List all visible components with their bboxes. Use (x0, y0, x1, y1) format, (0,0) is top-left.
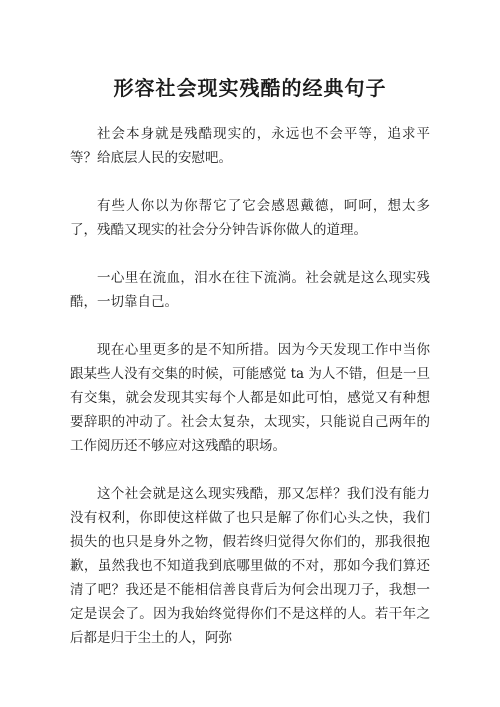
page-title: 形容社会现实残酷的经典句子 (113, 76, 387, 100)
paragraph-1: 社会本身就是残酷现实的，永远也不会平等，追求平等？给底层人民的安慰吧。 (70, 126, 430, 166)
paragraph-4: 现在心里更多的是不知所措。因为今天发现工作中当你跟某些人没有交集的时候，可能感觉 ta 为人不错，但是一旦有交集，就会发现其实每个人都是如此可怕，感觉又有种想要辞职的冲动了。社会太复杂，太现实，只能说自己两年的工作阅历还不够应对这残酷的职场。 (70, 342, 430, 454)
paragraph-3: 一心里在流血，泪水在往下流淌。社会就是这么现实残酷，一切靠自己。 (70, 270, 430, 310)
paragraph-2: 有些人你以为你帮它了它会感恩戴德，呵呵，想太多了，残酷又现实的社会分分钟告诉你做人的道理。 (70, 198, 430, 238)
paragraph-5: 这个社会就是这么现实残酷，那又怎样？我们没有能力没有权利，你即使这样做了也只是解了你们心头之快，我们损失的也只是身外之物，假若终归觉得欠你们的，那我很抱歉，虽然我也不知道我到底哪里做的不对，那如今我们算还清了吧？我还是不能相信善良背后为何会出现刀子，我想一定是误会了。因为我始终觉得你们不是这样的人。若干年之后都是归于尘土的人，阿弥 (70, 486, 430, 646)
